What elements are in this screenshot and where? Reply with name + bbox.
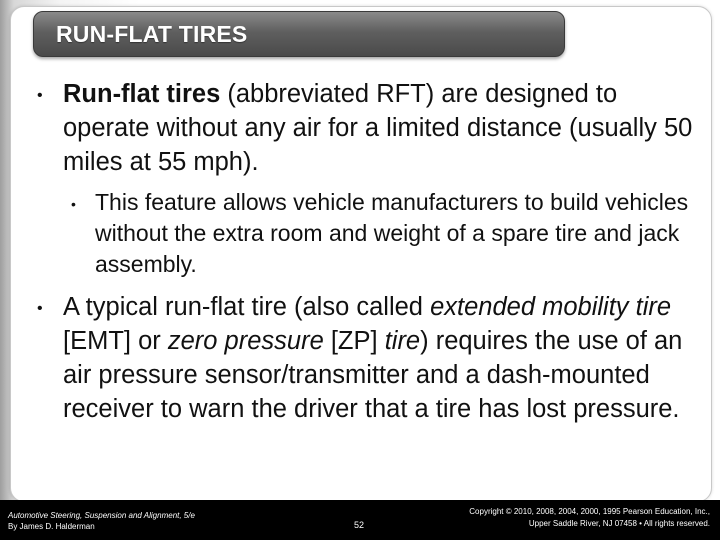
copyright-line-2: Upper Saddle River, NJ 07458 • All rights reserved. bbox=[528, 519, 710, 528]
sub-bullet-text: This feature allows vehicle manufacturers to build vehicles without the extra room and weight of a spare tire and jack assembly. bbox=[95, 189, 689, 277]
term-zero-pressure: zero pressure bbox=[167, 327, 324, 355]
sub-bullet-item-vehicle-feature bbox=[71, 187, 710, 280]
footer-book-info bbox=[8, 510, 195, 532]
copyright-line-1: Copyright © 2010, 2008, 2004, 2000, 1995 Pearson Education, Inc., bbox=[469, 507, 710, 516]
bullet-text: (abbreviated RFT) are designed to operate without any air for a limited distance (usually 50 miles at 55 mph). bbox=[63, 80, 693, 176]
term-extended-mobility-tire: extended mobility tire bbox=[430, 293, 672, 321]
bullet-text-part: [EMT] or bbox=[63, 327, 168, 355]
footer-bar bbox=[0, 500, 720, 540]
bullet-dot: • bbox=[37, 87, 43, 104]
term-tire: tire bbox=[384, 327, 421, 355]
bullet-item-typical-rft bbox=[35, 290, 710, 426]
bullet-item-rft-definition bbox=[35, 77, 710, 179]
bullet-dot: • bbox=[37, 300, 43, 317]
slide-title: RUN-FLAT TIRES bbox=[56, 21, 248, 47]
book-title: Automotive Steering, Suspension and Alignment, 5/e bbox=[8, 511, 195, 520]
sub-bullet-dot: • bbox=[71, 196, 76, 212]
author-line: By James D. Halderman bbox=[8, 522, 95, 531]
bullet-text-part: ) requires the use of an air pressure sensor/transmitter and a dash-mounted receiver to warn the driver that a tire has lost pressure. bbox=[63, 327, 683, 423]
bullet-text-part: [ZP] bbox=[323, 327, 385, 355]
slide-body bbox=[35, 77, 710, 434]
page-number: 52 bbox=[354, 520, 365, 530]
term-run-flat-tires: Run-flat tires bbox=[63, 80, 221, 108]
content-panel bbox=[10, 6, 712, 502]
bullet-text-part: A typical run-flat tire (also called bbox=[63, 293, 431, 321]
copyright bbox=[469, 506, 710, 530]
title-bar bbox=[33, 11, 565, 57]
